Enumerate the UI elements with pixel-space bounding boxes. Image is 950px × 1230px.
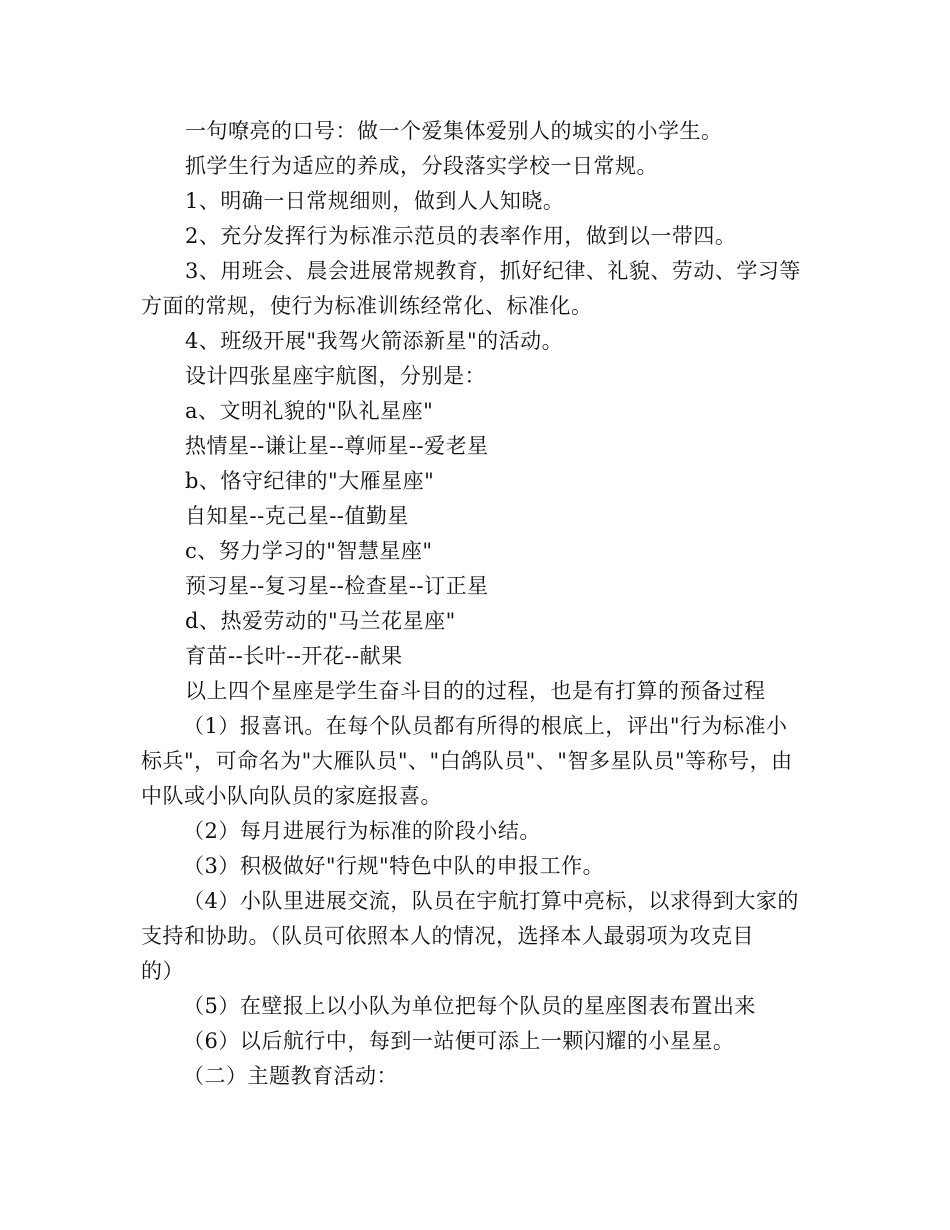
constellation-b-title: b、恪守纪律的"大雁星座" [185, 469, 435, 493]
list-item-3: 3、用班会、晨会进展常规教育，抓好纪律、礼貌、劳动、学习等 [185, 259, 801, 283]
constellation-a-title: a、文明礼貌的"队礼星座" [185, 399, 434, 423]
constellation-c-title: c、努力学习的"智慧星座" [185, 539, 433, 563]
document-body [141, 114, 811, 1094]
sub-item-2: （2）每月进展行为标准的阶段小结。 [183, 819, 541, 843]
constellation-b-stars: 自知星--克己星--值勤星 [185, 504, 409, 528]
constellation-d-stars: 育苗--长叶--开花--献果 [185, 644, 403, 668]
sub-item-6: （6）以后航行中，每到一站便可添上一颗闪耀的小星星。 [183, 1029, 735, 1053]
list-item-1: 1、明确一日常规细则，做到人人知晓。 [185, 189, 565, 213]
sub-item-1-continued: 标兵"，可命名为"大雁队员"、"白鸽队员"、"智多星队员"等称号，由 [141, 749, 793, 773]
section-heading: （二）主题教育活动： [183, 1064, 398, 1088]
sub-item-4: （4）小队里进展交流，队员在宇航打算中亮标，以求得到大家的 [183, 889, 799, 913]
paragraph-line: 以上四个星座是学生奋斗目的的过程，也是有打算的预备过程 [185, 679, 766, 703]
constellation-c-stars: 预习星--复习星--检查星--订正星 [185, 574, 489, 598]
slogan-line: 一句嘹亮的口号：做一个爱集体爱别人的城实的小学生。 [185, 119, 723, 143]
constellation-d-title: d、热爱劳动的"马兰花星座" [185, 609, 456, 633]
sub-item-1: （1）报喜讯。在每个队员都有所得的根底上，评出"行为标准小 [183, 714, 788, 738]
paragraph-line: 抓学生行为适应的养成，分段落实学校一日常规。 [185, 154, 658, 178]
sub-item-3: （3）积极做好"行规"特色中队的申报工作。 [183, 854, 605, 878]
sub-item-5: （5）在壁报上以小队为单位把每个队员的星座图表布置出来 [183, 994, 756, 1018]
list-item-4: 4、班级开展"我驾火箭添新星"的活动。 [185, 329, 564, 353]
list-item-3-continued: 方面的常规，使行为标准训练经常化、标准化。 [141, 294, 593, 318]
sub-item-1-continued: 中队或小队向队员的家庭报喜。 [141, 784, 442, 808]
list-item-2: 2、充分发挥行为标准示范员的表率作用，做到以一带四。 [185, 224, 737, 248]
constellation-a-stars: 热情星--谦让星--尊师星--爱老星 [185, 434, 489, 458]
sub-item-4-continued: 支持和协助。（队员可依照本人的情况，选择本人最弱项为攻克目 [141, 924, 754, 948]
sub-item-4-continued: 的） [141, 959, 184, 983]
paragraph-line: 设计四张星座宇航图，分别是： [185, 364, 486, 388]
